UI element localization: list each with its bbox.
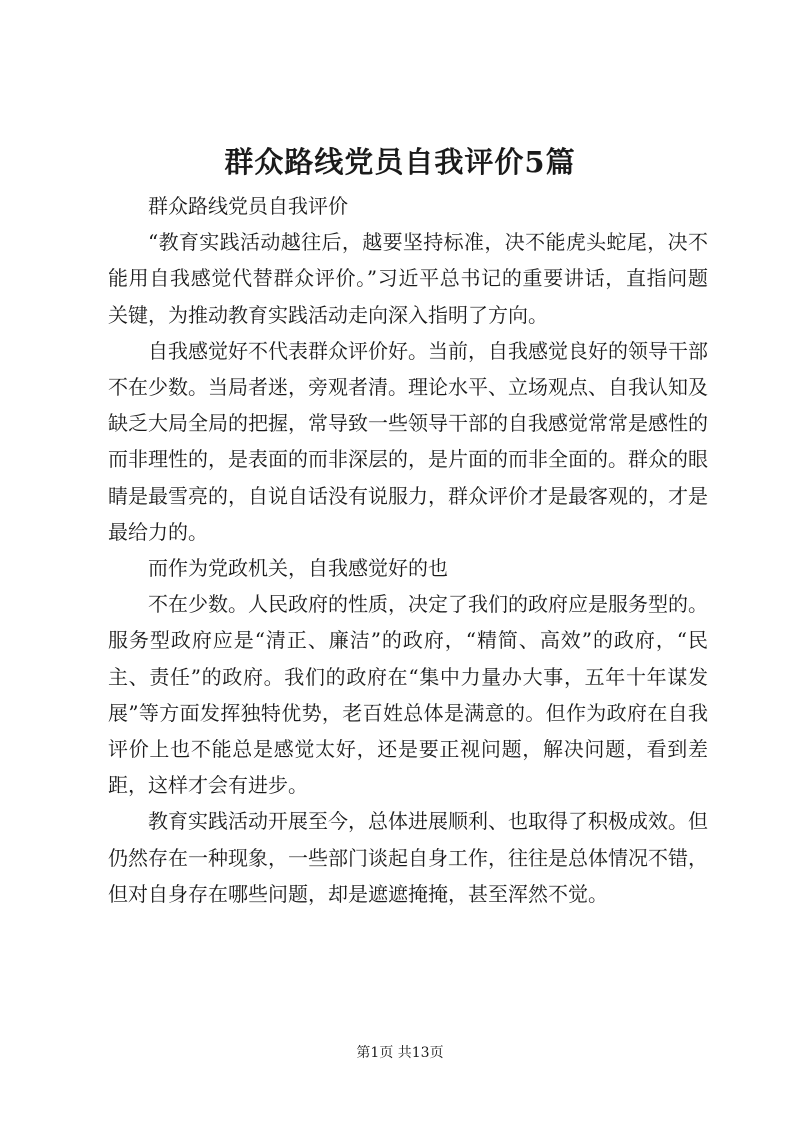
paragraph: 而作为党政机关，自我感觉好的也 [148,556,448,581]
paragraph: 自我感觉好不代表群众评价好。当前，自我感觉良好的领导干部不在少数。当局者迷，旁观者清。理论水平、立场观点、自我认知及缺乏大局全局的把握，常导致一些领导干部的自我感觉常常是感性的而非理性的，是表面的而非深层的，是片面的而非全面的。群众的眼睛是最雪亮的，自说自话没有说服力，群众评价才是最客观的，才是最给力的。 [108,338,708,544]
paragraph-subtitle: 群众路线党员自我评价 [148,194,348,218]
paragraph: 不在少数。人民政府的性质，决定了我们的政府应是服务型的。服务型政府应是“清正、廉洁”的政府，“精简、高效”的政府，“民主、责任”的政府。我们的政府在“集中力量办大事，五年十年谋发展”等方面发挥独特优势，老百姓总体是满意的。但作为政府在自我评价上也不能总是感觉太好，还是要正视问题，解决问题，看到差距，这样才会有进步。 [108,592,708,798]
paragraph: 教育实践活动开展至今，总体进展顺利、也取得了积极成效。但仍然存在一种现象，一些部门谈起自身工作，往往是总体情况不错，但对自身存在哪些问题，却是遮遮掩掩，甚至浑然不觉。 [108,809,708,906]
paragraph: “教育实践活动越往后，越要坚持标准，决不能虎头蛇尾，决不能用自我感觉代替群众评价。”习近平总书记的重要讲话，直指问题关键，为推动教育实践活动走向深入指明了方向。 [108,230,708,327]
document-body [108,188,708,912]
document-title: 群众路线党员自我评价5篇 [224,145,576,179]
page-number-footer: 第1页 共13页 [356,1045,444,1061]
